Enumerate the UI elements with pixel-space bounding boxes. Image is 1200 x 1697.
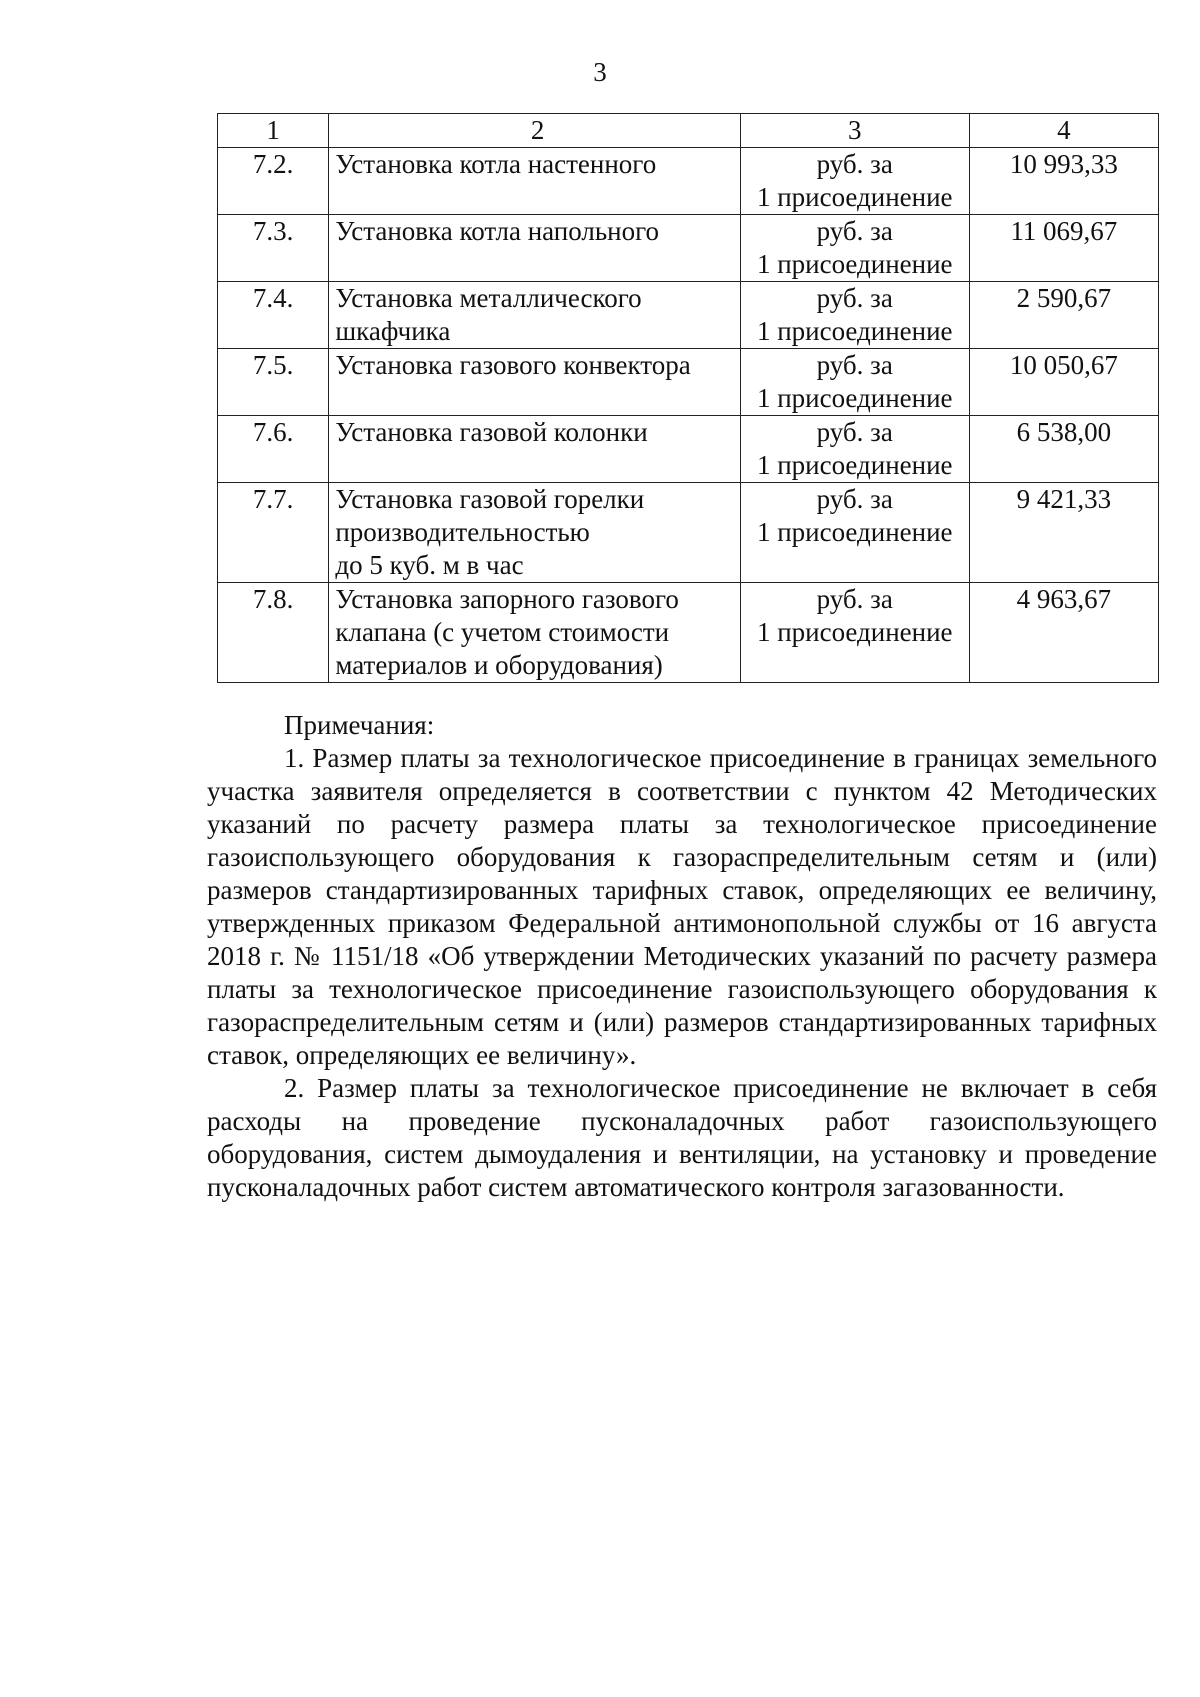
unit-line: 1 присоединение bbox=[756, 617, 953, 647]
price: 4 963,67 bbox=[969, 583, 1158, 683]
service-name-line: Установка котла напольного bbox=[335, 216, 660, 246]
service-name-line: производительностью bbox=[335, 517, 590, 547]
row-number: 7.8. bbox=[218, 583, 329, 683]
unit-line: 1 присоединение bbox=[756, 450, 953, 480]
price: 11 069,67 bbox=[969, 215, 1158, 282]
price: 10 050,67 bbox=[969, 349, 1158, 416]
column-header: 3 bbox=[740, 114, 969, 148]
unit bbox=[740, 483, 969, 583]
service-name bbox=[329, 416, 741, 483]
table-row bbox=[218, 416, 1159, 483]
page-number: 3 bbox=[593, 57, 607, 87]
note-paragraph: 2. Размер платы за технологическое присоединение не включает в себя расходы на проведение пусконаладочных работ газоиспользующего оборудования, систем дымоудаления и вентиляции, на установку и проведение пусконаладочных работ систем автоматического контроля загазованности. bbox=[207, 1073, 1157, 1202]
service-name-line: Установка металлического bbox=[335, 283, 642, 313]
service-name bbox=[329, 583, 741, 683]
row-number: 7.5. bbox=[218, 349, 329, 416]
service-name-line: клапана (с учетом стоимости bbox=[335, 617, 670, 647]
unit bbox=[740, 583, 969, 683]
row-number: 7.3. bbox=[218, 215, 329, 282]
notes-section bbox=[207, 709, 1157, 1204]
unit-line: 1 присоединение bbox=[756, 517, 953, 547]
service-name bbox=[329, 215, 741, 282]
table-row bbox=[218, 349, 1159, 416]
unit bbox=[740, 349, 969, 416]
note-paragraph: 1. Размер платы за технологическое присоединение в границах земельного участка заявителя определяется в соответствии с пунктом 42 Методических указаний по расчету размера платы за технологическое присоединение газоиспользующего оборудования к газораспределительным сетям и (или) размеров стандартизированных тарифных ставок, определяющих ее величину, утвержденных приказом Федеральной антимонопольной службы от 16 августа 2018 г. № 1151/18 «Об утверждении Методических указаний по расчету размера платы за технологическое присоединение газоиспользующего оборудования к газораспределительным сетям и (или) размеров стандартизированных тарифных ставок, определяющих ее величину». bbox=[207, 743, 1157, 1070]
table-row bbox=[218, 215, 1159, 282]
service-name-line: Установка запорного газового bbox=[335, 584, 679, 614]
column-header: 2 bbox=[329, 114, 741, 148]
notes-title: Примечания: bbox=[284, 710, 435, 740]
service-name-line: Установка газовой горелки bbox=[335, 484, 645, 514]
price: 2 590,67 bbox=[969, 282, 1158, 349]
unit-line: 1 присоединение bbox=[756, 249, 953, 279]
service-name-line: материалов и оборудования) bbox=[335, 650, 663, 680]
service-name-line: Установка газового конвектора bbox=[335, 350, 691, 380]
column-header: 4 bbox=[969, 114, 1158, 148]
price: 10 993,33 bbox=[969, 148, 1158, 215]
unit bbox=[740, 215, 969, 282]
service-name bbox=[329, 282, 741, 349]
table-row bbox=[218, 483, 1159, 583]
row-number: 7.2. bbox=[218, 148, 329, 215]
column-header: 1 bbox=[218, 114, 329, 148]
table-header-row bbox=[218, 114, 1159, 148]
price: 9 421,33 bbox=[969, 483, 1158, 583]
table-row bbox=[218, 282, 1159, 349]
unit bbox=[740, 148, 969, 215]
unit-line: руб. за bbox=[816, 283, 893, 313]
unit-line: 1 присоединение bbox=[756, 316, 953, 346]
row-number: 7.6. bbox=[218, 416, 329, 483]
row-number: 7.7. bbox=[218, 483, 329, 583]
unit bbox=[740, 282, 969, 349]
service-name-line: Установка газовой колонки bbox=[335, 417, 648, 447]
service-name bbox=[329, 148, 741, 215]
service-name-line: шкафчика bbox=[335, 316, 451, 346]
unit-line: руб. за bbox=[816, 149, 893, 179]
service-name-line: до 5 куб. м в час bbox=[335, 550, 524, 580]
unit-line: руб. за bbox=[816, 216, 893, 246]
unit-line: 1 присоединение bbox=[756, 383, 953, 413]
table-row bbox=[218, 583, 1159, 683]
unit bbox=[740, 416, 969, 483]
row-number: 7.4. bbox=[218, 282, 329, 349]
unit-line: руб. за bbox=[816, 584, 893, 614]
unit-line: 1 присоединение bbox=[756, 182, 953, 212]
price: 6 538,00 bbox=[969, 416, 1158, 483]
service-name bbox=[329, 349, 741, 416]
unit-line: руб. за bbox=[816, 350, 893, 380]
table-row bbox=[218, 148, 1159, 215]
unit-line: руб. за bbox=[816, 417, 893, 447]
tariff-table bbox=[217, 113, 1159, 683]
unit-line: руб. за bbox=[816, 484, 893, 514]
service-name bbox=[329, 483, 741, 583]
service-name-line: Установка котла настенного bbox=[335, 149, 657, 179]
